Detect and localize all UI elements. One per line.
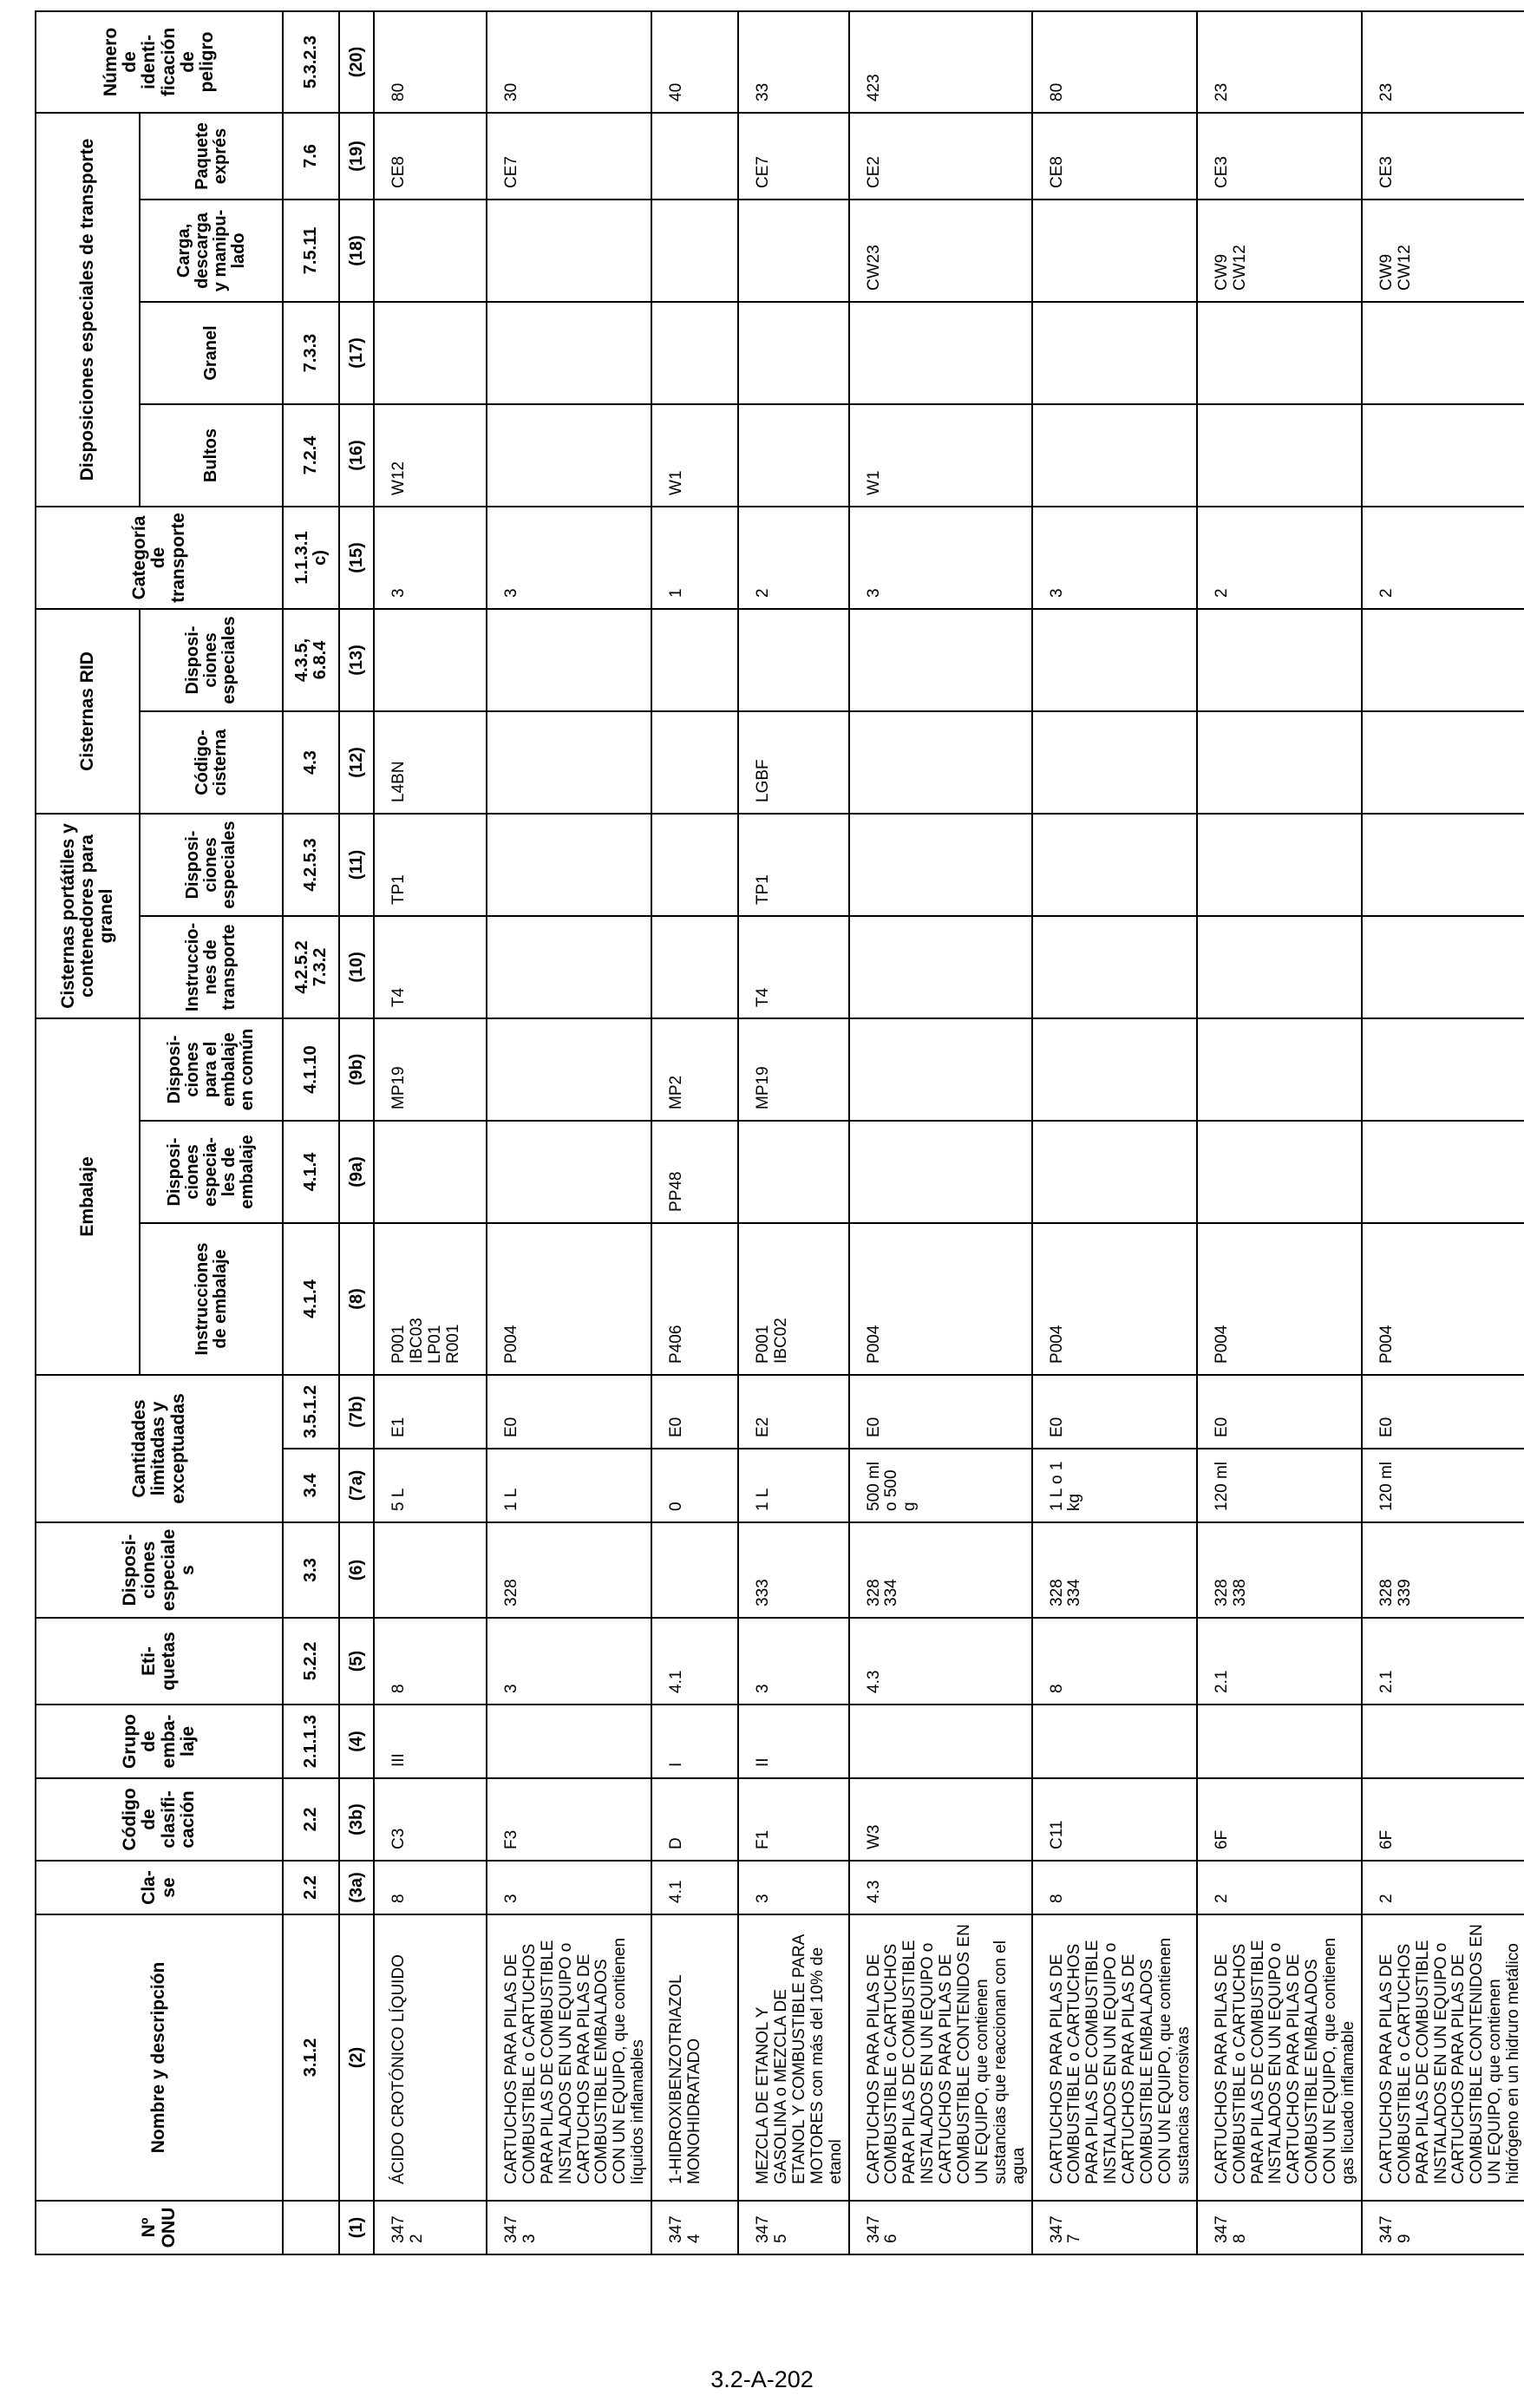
cell-excepted-quantity: E0 [651, 1375, 738, 1449]
cell-classification-code: F1 [738, 1778, 848, 1861]
cell-transport-instructions [487, 916, 651, 1018]
cell-packing-group [849, 1705, 1032, 1778]
table-row [374, 11, 487, 2254]
cell-hazard-id-number: 30 [487, 11, 651, 113]
cell-loading-handling: CW9 CW12 [1197, 200, 1362, 302]
cell-excepted-quantity: E2 [738, 1375, 848, 1449]
cell-express-parcel: CE2 [849, 113, 1032, 200]
cell-labels: 2.1 [1197, 1618, 1362, 1705]
cell-clase: 2 [1362, 1861, 1524, 1914]
header-express-parcel: Paquete exprés [140, 113, 283, 200]
cell-packing-group: III [374, 1705, 487, 1778]
header-clase: Cla- se [36, 1861, 283, 1914]
ref-cell: 5.2.2 [283, 1618, 339, 1705]
col-number: (8) [339, 1223, 374, 1375]
rotated-table-container [35, 19, 1523, 2255]
cell-clase: 3 [487, 1861, 651, 1914]
ref-cell: 3.1.2 [283, 1914, 339, 2201]
cell-transport-instructions: T4 [374, 916, 487, 1018]
cell-labels: 2.1 [1362, 1618, 1524, 1705]
ref-cell: 4.1.10 [283, 1018, 339, 1121]
cell-un-number: 3474 [651, 2201, 738, 2254]
cell-excepted-quantity: E0 [849, 1375, 1032, 1449]
col-number: (4) [339, 1705, 374, 1778]
cell-packing-group [1032, 1705, 1197, 1778]
cell-packing-instructions: P406 [651, 1223, 738, 1375]
cell-packing-group [1197, 1705, 1362, 1778]
cell-name: CARTUCHOS PARA PILAS DE COMBUSTIBLE o CARTUCHOS PARA PILAS DE COMBUSTIBLE INSTALADOS EN UN EQUIPO o CARTUCHOS PARA PILAS DE COMBUSTIBLE CONTENIDOS EN UN EQUIPO, que contienen sustancias que reaccionan con el agua [849, 1914, 1032, 2201]
cell-packing-instructions: P001 IBC02 [738, 1223, 848, 1375]
col-number: (17) [339, 302, 374, 404]
cell-transport-instructions [651, 916, 738, 1018]
cell-special-provisions: 328 334 [1032, 1522, 1197, 1618]
cell-transport-category: 2 [1362, 507, 1524, 609]
cell-portable-special-provisions: TP1 [738, 814, 848, 916]
cell-name: CARTUCHOS PARA PILAS DE COMBUSTIBLE o CARTUCHOS PARA PILAS DE COMBUSTIBLE INSTALADOS EN UN EQUIPO o CARTUCHOS PARA PILAS DE COMBUSTIBLE CONTENIDOS EN UN EQUIPO, que contienen hidrógeno en un hidruro metálico [1362, 1914, 1524, 2201]
cell-express-parcel: CE3 [1362, 113, 1524, 200]
cell-excepted-quantity: E0 [1032, 1375, 1197, 1449]
cell-hazard-id-number: 80 [1032, 11, 1197, 113]
cell-tank-code: LGBF [738, 711, 848, 814]
cell-rid-special-provisions [487, 609, 651, 711]
cell-packages [1032, 404, 1197, 507]
cell-rid-special-provisions [374, 609, 487, 711]
ref-cell: 4.1.4 [283, 1223, 339, 1375]
cell-transport-category: 2 [738, 507, 848, 609]
cell-special-packing-provisions [374, 1121, 487, 1223]
cell-express-parcel: CE8 [374, 113, 487, 200]
cell-un-number: 3477 [1032, 2201, 1197, 2254]
table-row [1197, 11, 1362, 2254]
cell-special-packing-provisions [487, 1121, 651, 1223]
cell-mixed-packing [849, 1018, 1032, 1121]
header-classification-code: Código de clasifi- cación [36, 1778, 283, 1861]
cell-transport-category: 2 [1197, 507, 1362, 609]
cell-packing-instructions: P004 [1197, 1223, 1362, 1375]
cell-labels: 4.1 [651, 1618, 738, 1705]
header-packing-instructions: Instrucciones de embalaje [140, 1223, 283, 1375]
cell-limited-quantity: 1 L [738, 1449, 848, 1522]
header-transport-category: Categoría de transporte [36, 507, 283, 609]
header-portable-tanks-group: Cisternas portátiles y contenedores para granel [36, 814, 140, 1018]
cell-mixed-packing: MP19 [374, 1018, 487, 1121]
cell-mixed-packing [1197, 1018, 1362, 1121]
cell-labels: 8 [374, 1618, 487, 1705]
col-number: (2) [339, 1914, 374, 2201]
cell-labels: 3 [487, 1618, 651, 1705]
col-number: (5) [339, 1618, 374, 1705]
cell-bulk [651, 302, 738, 404]
cell-express-parcel [651, 113, 738, 200]
cell-transport-instructions: T4 [738, 916, 848, 1018]
cell-mixed-packing [1362, 1018, 1524, 1121]
cell-classification-code: D [651, 1778, 738, 1861]
cell-name: ÁCIDO CROTÓNICO LÍQUIDO [374, 1914, 487, 2201]
ref-cell: 5.3.2.3 [283, 11, 339, 113]
cell-clase: 3 [738, 1861, 848, 1914]
col-number: (7b) [339, 1375, 374, 1449]
ref-cell: 7.3.3 [283, 302, 339, 404]
cell-limited-quantity: 1 L o 1 kg [1032, 1449, 1197, 1522]
ref-cell: 4.3.5, 6.8.4 [283, 609, 339, 711]
cell-express-parcel: CE3 [1197, 113, 1362, 200]
cell-special-provisions [374, 1522, 487, 1618]
cell-limited-quantity: 1 L [487, 1449, 651, 1522]
header-rid-special-provisions: Disposi- ciones especiales [140, 609, 283, 711]
header-labels: Eti- quetas [36, 1618, 283, 1705]
cell-hazard-id-number: 80 [374, 11, 487, 113]
col-number: (6) [339, 1522, 374, 1618]
cell-hazard-id-number: 33 [738, 11, 848, 113]
cell-tank-code: L4BN [374, 711, 487, 814]
cell-special-packing-provisions [1197, 1121, 1362, 1223]
cell-name: 1-HIDROXIBENZOTRIAZOL MONOHIDRATADO [651, 1914, 738, 2201]
ref-cell: 4.3 [283, 711, 339, 814]
cell-loading-handling [1032, 200, 1197, 302]
cell-express-parcel: CE7 [738, 113, 848, 200]
cell-mixed-packing: MP19 [738, 1018, 848, 1121]
cell-bulk [374, 302, 487, 404]
cell-packing-instructions: P004 [1362, 1223, 1524, 1375]
table-row [487, 11, 651, 2254]
header-hazard-id-number: Número de identi- ficación de peligro [36, 11, 283, 113]
cell-packing-group [487, 1705, 651, 1778]
cell-rid-special-provisions [651, 609, 738, 711]
cell-limited-quantity: 120 ml [1197, 1449, 1362, 1522]
ref-cell: 4.1.4 [283, 1121, 339, 1223]
cell-packing-instructions: P004 [1032, 1223, 1197, 1375]
cell-loading-handling [738, 200, 848, 302]
cell-special-provisions: 328 338 [1197, 1522, 1362, 1618]
cell-clase: 4.1 [651, 1861, 738, 1914]
cell-special-provisions: 328 [487, 1522, 651, 1618]
cell-classification-code: C3 [374, 1778, 487, 1861]
cell-excepted-quantity: E0 [1197, 1375, 1362, 1449]
cell-bulk [738, 302, 848, 404]
cell-labels: 3 [738, 1618, 848, 1705]
cell-transport-instructions [1032, 916, 1197, 1018]
cell-portable-special-provisions [1362, 814, 1524, 916]
cell-un-number: 3473 [487, 2201, 651, 2254]
cell-transport-category: 3 [374, 507, 487, 609]
cell-labels: 4.3 [849, 1618, 1032, 1705]
cell-clase: 8 [374, 1861, 487, 1914]
cell-packages [1197, 404, 1362, 507]
cell-excepted-quantity: E0 [1362, 1375, 1524, 1449]
cell-limited-quantity: 0 [651, 1449, 738, 1522]
cell-tank-code [651, 711, 738, 814]
header-mixed-packing: Disposi- ciones para el embalaje en común [140, 1018, 283, 1121]
cell-classification-code: 6F [1362, 1778, 1524, 1861]
table-body [374, 11, 1524, 2254]
header-packages: Bultos [140, 404, 283, 507]
col-number: (9a) [339, 1121, 374, 1223]
cell-portable-special-provisions [1197, 814, 1362, 916]
cell-special-packing-provisions: PP48 [651, 1121, 738, 1223]
cell-special-provisions [651, 1522, 738, 1618]
table-row [651, 11, 738, 2254]
cell-express-parcel: CE7 [487, 113, 651, 200]
col-number: (1) [339, 2201, 374, 2254]
ref-cell: 3.3 [283, 1522, 339, 1618]
cell-rid-special-provisions [1362, 609, 1524, 711]
col-number: (7a) [339, 1449, 374, 1522]
cell-packing-instructions: P004 [487, 1223, 651, 1375]
table-row [738, 11, 848, 2254]
cell-un-number: 3472 [374, 2201, 487, 2254]
cell-rid-special-provisions [1197, 609, 1362, 711]
header-loading-handling: Carga, descarga y manipu- lado [140, 200, 283, 302]
header-row-groups [36, 11, 140, 2254]
cell-rid-special-provisions [849, 609, 1032, 711]
header-bulk: Granel [140, 302, 283, 404]
cell-tank-code [1197, 711, 1362, 814]
cell-transport-instructions [1362, 916, 1524, 1018]
cell-classification-code: W3 [849, 1778, 1032, 1861]
cell-mixed-packing [1032, 1018, 1197, 1121]
cell-bulk [1362, 302, 1524, 404]
col-number: (12) [339, 711, 374, 814]
cell-special-packing-provisions [1032, 1121, 1197, 1223]
cell-limited-quantity: 5 L [374, 1449, 487, 1522]
cell-packing-group [1362, 1705, 1524, 1778]
header-portable-special-provisions: Disposi- ciones especiales [140, 814, 283, 916]
cell-packing-group: II [738, 1705, 848, 1778]
cell-limited-quantity: 500 ml o 500 g [849, 1449, 1032, 1522]
cell-tank-code [849, 711, 1032, 814]
cell-classification-code: 6F [1197, 1778, 1362, 1861]
ref-cell: 1.1.3.1 c) [283, 507, 339, 609]
cell-clase: 2 [1197, 1861, 1362, 1914]
cell-mixed-packing [487, 1018, 651, 1121]
cell-packages [487, 404, 651, 507]
cell-clase: 4.3 [849, 1861, 1032, 1914]
cell-packing-instructions: P004 [849, 1223, 1032, 1375]
header-rid-tanks-group: Cisternas RID [36, 609, 140, 814]
cell-classification-code: C11 [1032, 1778, 1197, 1861]
ref-cell: 2.2 [283, 1861, 339, 1914]
ref-cell: 7.2.4 [283, 404, 339, 507]
header-transport-provisions-group: Disposiciones especiales de transporte [36, 113, 140, 507]
col-number: (15) [339, 507, 374, 609]
cell-hazard-id-number: 23 [1197, 11, 1362, 113]
col-number: (11) [339, 814, 374, 916]
cell-mixed-packing: MP2 [651, 1018, 738, 1121]
ref-cell: 7.5.11 [283, 200, 339, 302]
cell-transport-instructions [849, 916, 1032, 1018]
cell-portable-special-provisions [651, 814, 738, 916]
header-packaging-group: Embalaje [36, 1018, 140, 1375]
cell-transport-category: 1 [651, 507, 738, 609]
cell-rid-special-provisions [1032, 609, 1197, 711]
cell-name: CARTUCHOS PARA PILAS DE COMBUSTIBLE o CARTUCHOS PARA PILAS DE COMBUSTIBLE INSTALADOS EN UN EQUIPO o CARTUCHOS PARA PILAS DE COMBUSTIBLE EMBALADOS CON UN EQUIPO, que contienen gas licuado inflamable [1197, 1914, 1362, 2201]
header-packing-group: Grupo de emba- laje [36, 1705, 283, 1778]
ref-cell: 2.2 [283, 1778, 339, 1861]
ref-cell: 7.6 [283, 113, 339, 200]
cell-name: CARTUCHOS PARA PILAS DE COMBUSTIBLE o CARTUCHOS PARA PILAS DE COMBUSTIBLE INSTALADOS EN UN EQUIPO o CARTUCHOS PARA PILAS DE COMBUSTIBLE EMBALADOS CON UN EQUIPO, que contienen líquidos inflamables [487, 1914, 651, 2201]
cell-classification-code: F3 [487, 1778, 651, 1861]
col-number: (16) [339, 404, 374, 507]
cell-loading-handling: CW23 [849, 200, 1032, 302]
cell-packages: W1 [849, 404, 1032, 507]
col-number: (3a) [339, 1861, 374, 1914]
cell-transport-instructions [1197, 916, 1362, 1018]
cell-packages: W12 [374, 404, 487, 507]
cell-special-provisions: 328 339 [1362, 1522, 1524, 1618]
col-number: (3b) [339, 1778, 374, 1861]
cell-special-provisions: 328 334 [849, 1522, 1032, 1618]
cell-excepted-quantity: E0 [487, 1375, 651, 1449]
cell-labels: 8 [1032, 1618, 1197, 1705]
column-number-row [339, 11, 374, 2254]
ref-cell: 3.5.1.2 [283, 1375, 339, 1449]
table-row [1362, 11, 1524, 2254]
cell-transport-category: 3 [1032, 507, 1197, 609]
cell-packages [738, 404, 848, 507]
cell-packing-instructions: P001 IBC03 LP01 R001 [374, 1223, 487, 1375]
cell-hazard-id-number: 423 [849, 11, 1032, 113]
col-number: (18) [339, 200, 374, 302]
header-transport-instructions: Instruccio- nes de transporte [140, 916, 283, 1018]
header-special-packing-provisions: Disposi- ciones especia- les de embalaje [140, 1121, 283, 1223]
cell-packing-group: I [651, 1705, 738, 1778]
col-number: (20) [339, 11, 374, 113]
cell-portable-special-provisions: TP1 [374, 814, 487, 916]
cell-name: CARTUCHOS PARA PILAS DE COMBUSTIBLE o CARTUCHOS PARA PILAS DE COMBUSTIBLE INSTALADOS EN UN EQUIPO o CARTUCHOS PARA PILAS DE COMBUSTIBLE EMBALADOS CON UN EQUIPO, que contienen sustancias corrosivas [1032, 1914, 1197, 2201]
header-special-provisions: Disposi- ciones especiales [36, 1522, 283, 1618]
page-number: 3.2-A-202 [710, 2366, 814, 2392]
col-number: (9b) [339, 1018, 374, 1121]
cell-portable-special-provisions [849, 814, 1032, 916]
cell-un-number: 3478 [1197, 2201, 1362, 2254]
dangerous-goods-table [35, 10, 1524, 2255]
cell-clase: 8 [1032, 1861, 1197, 1914]
cell-limited-quantity: 120 ml [1362, 1449, 1524, 1522]
cell-rid-special-provisions [738, 609, 848, 711]
cell-special-packing-provisions [849, 1121, 1032, 1223]
col-number: (13) [339, 609, 374, 711]
header-limited-quantities: Cantidades limitadas y exceptuadas [36, 1375, 283, 1522]
cell-transport-category: 3 [487, 507, 651, 609]
cell-portable-special-provisions [487, 814, 651, 916]
cell-excepted-quantity: E1 [374, 1375, 487, 1449]
cell-transport-category: 3 [849, 507, 1032, 609]
cell-bulk [1197, 302, 1362, 404]
cell-un-number: 3476 [849, 2201, 1032, 2254]
header-name: Nombre y descripción [36, 1914, 283, 2201]
table-row [849, 11, 1032, 2254]
cell-loading-handling: CW9 CW12 [1362, 200, 1524, 302]
cell-un-number: 3479 [1362, 2201, 1524, 2254]
ref-cell: 3.4 [283, 1449, 339, 1522]
cell-express-parcel: CE8 [1032, 113, 1197, 200]
ref-cell: 4.2.5.2 7.3.2 [283, 916, 339, 1018]
cell-loading-handling [651, 200, 738, 302]
cell-bulk [849, 302, 1032, 404]
cell-bulk [1032, 302, 1197, 404]
cell-special-packing-provisions [738, 1121, 848, 1223]
cell-loading-handling [374, 200, 487, 302]
cell-bulk [487, 302, 651, 404]
cell-loading-handling [487, 200, 651, 302]
cell-tank-code [1362, 711, 1524, 814]
cell-hazard-id-number: 23 [1362, 11, 1524, 113]
header-un-number: Nº ONU [36, 2201, 283, 2254]
ref-cell: 4.2.5.3 [283, 814, 339, 916]
cell-packages: W1 [651, 404, 738, 507]
reference-row [283, 11, 339, 2254]
col-number: (10) [339, 916, 374, 1018]
cell-special-provisions: 333 [738, 1522, 848, 1618]
ref-cell [283, 2201, 339, 2254]
table-row [1032, 11, 1197, 2254]
col-number: (19) [339, 113, 374, 200]
cell-special-packing-provisions [1362, 1121, 1524, 1223]
cell-packages [1362, 404, 1524, 507]
ref-cell: 2.1.1.3 [283, 1705, 339, 1778]
cell-hazard-id-number: 40 [651, 11, 738, 113]
cell-name: MEZCLA DE ETANOL Y GASOLINA o MEZCLA DE ETANOL Y COMBUSTIBLE PARA MOTORES con más del 10% de etanol [738, 1914, 848, 2201]
cell-un-number: 3475 [738, 2201, 848, 2254]
cell-portable-special-provisions [1032, 814, 1197, 916]
header-tank-code: Código- cisterna [140, 711, 283, 814]
cell-tank-code [1032, 711, 1197, 814]
cell-tank-code [487, 711, 651, 814]
